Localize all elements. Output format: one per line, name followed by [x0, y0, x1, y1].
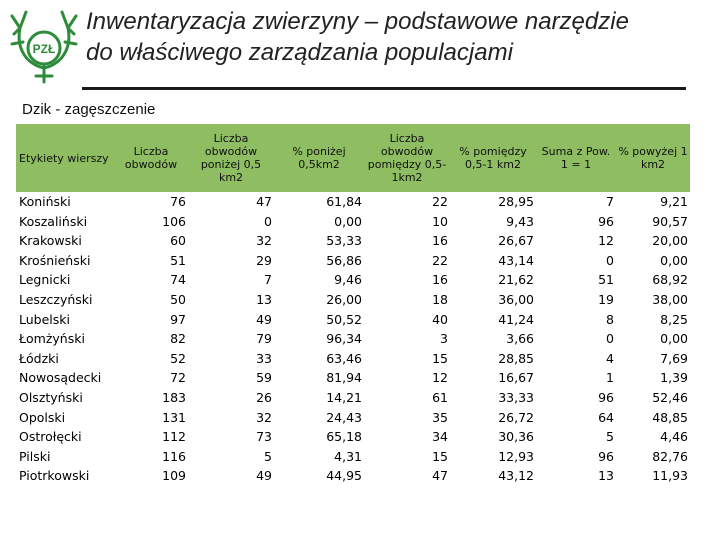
table-cell: 79	[256, 331, 272, 347]
table-cell: 16,67	[498, 370, 534, 386]
table-cell: 12	[432, 370, 448, 386]
row-label: Nowosądecki	[19, 370, 102, 386]
table-cell: 1,39	[660, 370, 688, 386]
table-cell: 44,95	[326, 468, 362, 484]
table-cell: 33	[256, 350, 272, 366]
table-cell: 82,76	[652, 448, 688, 464]
table-cell: 82	[170, 331, 186, 347]
table-cell: 116	[162, 448, 186, 464]
column-header: Etykiety wierszy	[16, 124, 114, 192]
table-row	[16, 447, 690, 467]
table-cell: 35	[432, 409, 448, 425]
table-cell: 74	[170, 272, 186, 288]
table-cell: 81,94	[326, 370, 362, 386]
row-label: Krakowski	[19, 233, 82, 249]
table-cell: 22	[432, 252, 448, 268]
table-row	[16, 408, 690, 428]
table-cell: 64	[598, 409, 614, 425]
title-line-2: do właściwego zarządzania populacjami	[86, 39, 513, 66]
table-cell: 9,21	[660, 194, 688, 209]
table-cell: 28,95	[498, 194, 534, 209]
table-row	[16, 212, 690, 232]
row-label: Koszaliński	[19, 213, 88, 229]
table-cell: 30,36	[498, 429, 534, 445]
table-cell: 10	[432, 213, 448, 229]
table-cell: 50	[170, 291, 186, 307]
table-cell: 112	[162, 429, 186, 445]
page-title	[86, 6, 706, 68]
table-cell: 47	[256, 194, 272, 209]
table-cell: 49	[256, 311, 272, 327]
antlers-logo-icon	[6, 4, 82, 86]
table-cell: 24,43	[326, 409, 362, 425]
section-subtitle: Dzik - zagęszczenie	[22, 101, 156, 118]
table-cell: 61	[432, 389, 448, 405]
table-cell: 49	[256, 468, 272, 484]
table-row	[16, 290, 690, 310]
table-row	[16, 349, 690, 369]
table-cell: 0	[606, 252, 614, 268]
table-cell: 183	[162, 389, 186, 405]
table-cell: 16	[432, 272, 448, 288]
table-cell: 56,86	[326, 252, 362, 268]
row-label: Krośnieński	[19, 252, 91, 268]
table-cell: 131	[162, 409, 186, 425]
table-cell: 43,12	[498, 468, 534, 484]
table-cell: 53,33	[326, 233, 362, 249]
table-cell: 96	[598, 448, 614, 464]
table-cell: 61,84	[326, 194, 362, 209]
table-cell: 0	[264, 213, 272, 229]
table-cell: 97	[170, 311, 186, 327]
table-cell: 72	[170, 370, 186, 386]
table-cell: 21,62	[498, 272, 534, 288]
table-cell: 65,18	[326, 429, 362, 445]
column-header: Liczba obwodów	[114, 124, 188, 192]
pzl-logo	[6, 4, 82, 86]
table-header-row	[16, 124, 690, 192]
table-cell: 76	[170, 194, 186, 209]
column-header: % pomiędzy 0,5-1 km2	[450, 124, 536, 192]
table-cell: 32	[256, 409, 272, 425]
table-cell: 16	[432, 233, 448, 249]
table-cell: 96,34	[326, 331, 362, 347]
table-cell: 33,33	[498, 389, 534, 405]
table-row	[16, 251, 690, 271]
table-cell: 26,72	[498, 409, 534, 425]
table-cell: 4	[606, 350, 614, 366]
table-cell: 68,92	[652, 272, 688, 288]
table-cell: 15	[432, 350, 448, 366]
table-cell: 0,00	[660, 331, 688, 347]
table-cell: 8,25	[660, 311, 688, 327]
table-cell: 14,21	[326, 389, 362, 405]
table-row	[16, 270, 690, 290]
column-header: % poniżej 0,5km2	[274, 124, 364, 192]
table-row	[16, 310, 690, 330]
table-cell: 43,14	[498, 252, 534, 268]
table-row	[16, 388, 690, 408]
table-body	[16, 192, 690, 486]
table-cell: 26	[256, 389, 272, 405]
row-label: Legnicki	[19, 272, 71, 288]
table-cell: 12,93	[498, 448, 534, 464]
logo-text: PZŁ	[32, 42, 56, 56]
table-cell: 19	[598, 291, 614, 307]
column-header: % powyżej 1 km2	[616, 124, 690, 192]
table-cell: 51	[170, 252, 186, 268]
density-table	[16, 124, 690, 486]
table-cell: 9,46	[334, 272, 362, 288]
table-cell: 73	[256, 429, 272, 445]
row-label: Piotrkowski	[19, 468, 90, 484]
row-label: Łomżyński	[19, 331, 85, 347]
table-row	[16, 231, 690, 251]
table-cell: 11,93	[652, 468, 688, 484]
table-cell: 47	[432, 468, 448, 484]
table-cell: 12	[598, 233, 614, 249]
table-cell: 63,46	[326, 350, 362, 366]
table-cell: 28,85	[498, 350, 534, 366]
table-cell: 15	[432, 448, 448, 464]
table-cell: 32	[256, 233, 272, 249]
table-cell: 20,00	[652, 233, 688, 249]
table-cell: 5	[264, 448, 272, 464]
table-cell: 90,57	[652, 213, 688, 229]
table-cell: 22	[432, 194, 448, 209]
table-cell: 59	[256, 370, 272, 386]
table-row	[16, 368, 690, 388]
table-cell: 41,24	[498, 311, 534, 327]
row-label: Pilski	[19, 448, 51, 464]
table-cell: 26,00	[326, 291, 362, 307]
table-cell: 34	[432, 429, 448, 445]
table-cell: 7,69	[660, 350, 688, 366]
table-cell: 13	[256, 291, 272, 307]
table-cell: 0,00	[334, 213, 362, 229]
table-row	[16, 427, 690, 447]
table-cell: 7	[264, 272, 272, 288]
table-cell: 0,00	[660, 252, 688, 268]
table-cell: 0	[606, 331, 614, 347]
table-cell: 106	[162, 213, 186, 229]
table-cell: 29	[256, 252, 272, 268]
table-cell: 109	[162, 468, 186, 484]
table-cell: 96	[598, 213, 614, 229]
table-row	[16, 192, 690, 212]
table-cell: 7	[606, 194, 614, 209]
row-label: Ostrołęcki	[19, 429, 82, 445]
table-cell: 50,52	[326, 311, 362, 327]
table-cell: 4,46	[660, 429, 688, 445]
table-cell: 13	[598, 468, 614, 484]
table-cell: 52,46	[652, 389, 688, 405]
table-cell: 48,85	[652, 409, 688, 425]
row-label: Koniński	[19, 194, 71, 209]
row-label: Opolski	[19, 409, 66, 425]
column-header: Liczba obwodów pomiędzy 0,5-1km2	[364, 124, 450, 192]
table-cell: 18	[432, 291, 448, 307]
table-cell: 26,67	[498, 233, 534, 249]
table-cell: 36,00	[498, 291, 534, 307]
column-header: Liczba obwodów poniżej 0,5 km2	[188, 124, 274, 192]
table-row	[16, 466, 690, 486]
title-line-1: Inwentaryzacja zwierzyny – podstawowe narzędzie	[86, 8, 629, 35]
table-row	[16, 329, 690, 349]
table-cell: 52	[170, 350, 186, 366]
table-cell: 40	[432, 311, 448, 327]
column-header: Suma z Pow. 1 = 1	[536, 124, 616, 192]
table-cell: 1	[606, 370, 614, 386]
table-cell: 60	[170, 233, 186, 249]
row-label: Łódzki	[19, 350, 59, 366]
table-cell: 9,43	[506, 213, 534, 229]
table-cell: 3,66	[506, 331, 534, 347]
table-cell: 5	[606, 429, 614, 445]
table-cell: 8	[606, 311, 614, 327]
row-label: Lubelski	[19, 311, 70, 327]
title-divider	[82, 87, 686, 90]
table-cell: 38,00	[652, 291, 688, 307]
table-cell: 3	[440, 331, 448, 347]
table-cell: 4,31	[334, 448, 362, 464]
row-label: Olsztyński	[19, 389, 83, 405]
row-label: Leszczyński	[19, 291, 93, 307]
table-cell: 96	[598, 389, 614, 405]
table-cell: 51	[598, 272, 614, 288]
